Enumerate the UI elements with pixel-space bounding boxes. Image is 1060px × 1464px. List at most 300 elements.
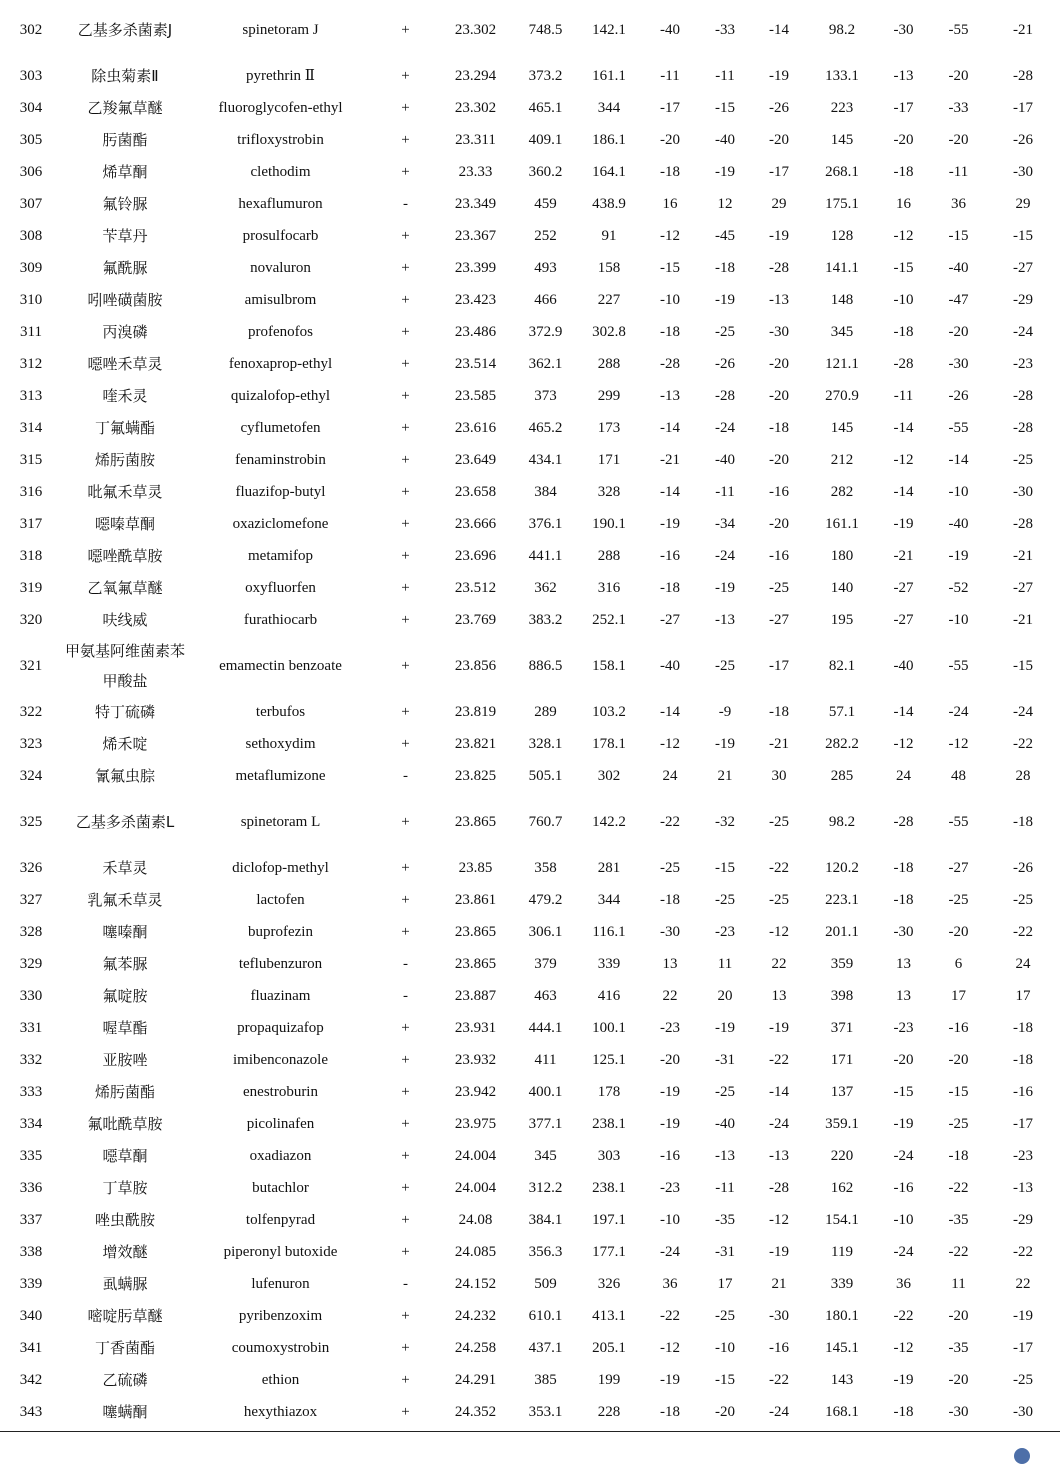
cell-ce-2: -52 <box>948 580 969 596</box>
cell-de-1: -23 <box>660 1180 680 1196</box>
cell-cxp-1: -28 <box>769 260 789 276</box>
table-row <box>0 412 1060 444</box>
table-row <box>0 884 1060 916</box>
cell-product-ion-1: 252.1 <box>592 612 626 628</box>
cell-ce-2: -33 <box>948 100 969 116</box>
cell-product-ion-1: 190.1 <box>592 516 626 532</box>
cell-retention-time: 23.302 <box>454 100 497 116</box>
cell-precursor-ion: 886.5 <box>528 658 563 674</box>
cell-ce-1: -11 <box>715 68 735 84</box>
cell-english-name: spinetoram J <box>242 22 319 38</box>
cell-retention-time: 23.856 <box>454 658 497 674</box>
cell-precursor-ion: 373.2 <box>528 68 563 84</box>
table-row <box>0 124 1060 156</box>
cell-ce-2: -40 <box>948 260 969 276</box>
cell-product-ion-1: 344 <box>597 892 621 908</box>
cell-english-name: pyribenzoxim <box>238 1308 323 1324</box>
cell-de-1: -28 <box>660 356 680 372</box>
cell-ion-mode: - <box>403 1276 408 1292</box>
cell-cxp-1: 22 <box>771 956 787 972</box>
cell-chinese-name: 唑虫酰胺 <box>94 1211 155 1229</box>
cell-cxp-1: -13 <box>769 1148 789 1164</box>
table-bottom-rule <box>0 1431 1060 1432</box>
cell-de-2: -20 <box>893 1052 914 1068</box>
cell-chinese-name: 丙溴磷 <box>102 323 148 341</box>
cell-english-name: fluazifop-butyl <box>235 484 326 500</box>
cell-chinese-name: 烯草酮 <box>102 163 148 181</box>
cell-english-name: profenofos <box>248 324 313 340</box>
cell-ce-1: -35 <box>715 1212 735 1228</box>
cell-product-ion-2: 154.1 <box>825 1212 859 1228</box>
cell-retention-time: 23.696 <box>454 548 497 564</box>
cell-product-ion-2: 145 <box>830 132 854 148</box>
cell-retention-time: 23.302 <box>454 22 497 38</box>
cell-product-ion-1: 116.1 <box>592 924 626 940</box>
cell-cxp-2: -21 <box>1013 612 1033 628</box>
cell-ce-1: -15 <box>715 1372 735 1388</box>
cell-cxp-2: -17 <box>1013 100 1033 116</box>
cell-de-2: -28 <box>893 814 914 830</box>
cell-product-ion-1: 438.9 <box>592 196 626 212</box>
cell-row-number: 317 <box>19 516 43 532</box>
cell-de-2: -24 <box>893 1244 914 1260</box>
table-row <box>0 916 1060 948</box>
cell-ce-2: -20 <box>948 68 969 84</box>
table-row <box>0 508 1060 540</box>
cell-ce-1: 11 <box>717 956 733 972</box>
cell-ce-2: -14 <box>948 452 969 468</box>
cell-de-1: -14 <box>660 704 680 720</box>
cell-precursor-ion: 362 <box>534 580 557 596</box>
cell-product-ion-2: 285 <box>830 768 854 784</box>
cell-cxp-2: -28 <box>1013 420 1033 436</box>
cell-ion-mode: + <box>401 516 410 532</box>
cell-precursor-ion: 441.1 <box>528 548 563 564</box>
cell-de-1: -19 <box>660 516 680 532</box>
cell-product-ion-1: 164.1 <box>592 164 626 180</box>
cell-product-ion-1: 186.1 <box>592 132 626 148</box>
table-row <box>0 948 1060 980</box>
cell-ce-1: 12 <box>717 196 733 212</box>
cell-de-1: -25 <box>660 860 680 876</box>
cell-ce-2: -19 <box>948 548 969 564</box>
cell-chinese-name: 丁氟螨酯 <box>94 419 155 437</box>
cell-de-2: -18 <box>893 860 914 876</box>
cell-product-ion-1: 344 <box>597 100 621 116</box>
cell-ce-2: -27 <box>948 860 969 876</box>
cell-product-ion-1: 299 <box>597 388 621 404</box>
cell-cxp-1: -22 <box>769 860 789 876</box>
cell-de-2: -40 <box>893 658 914 674</box>
cell-retention-time: 23.825 <box>454 768 497 784</box>
cell-english-name: metaflumizone <box>235 768 326 784</box>
cell-ce-1: -28 <box>715 388 735 404</box>
cell-row-number: 329 <box>19 956 43 972</box>
cell-ce-1: -19 <box>715 1020 735 1036</box>
cell-cxp-2: -21 <box>1013 22 1033 38</box>
cell-product-ion-2: 119 <box>831 1244 853 1260</box>
cell-chinese-name: 烯肟菌酯 <box>94 1083 155 1101</box>
cell-chinese-name: 呋线威 <box>102 611 148 629</box>
cell-precursor-ion: 437.1 <box>528 1340 563 1356</box>
cell-chinese-name: 肟菌酯 <box>102 131 148 149</box>
cell-row-number: 337 <box>19 1212 43 1228</box>
cell-retention-time: 23.821 <box>454 736 497 752</box>
table-row <box>0 380 1060 412</box>
cell-ion-mode: + <box>401 22 410 38</box>
cell-ce-2: 48 <box>951 768 966 784</box>
table-row <box>0 980 1060 1012</box>
cell-ion-mode: + <box>401 132 410 148</box>
cell-ion-mode: + <box>401 1308 410 1324</box>
cell-retention-time: 23.616 <box>454 420 497 436</box>
cell-de-2: -18 <box>893 324 914 340</box>
cell-product-ion-2: 359.1 <box>825 1116 859 1132</box>
cell-de-2: -24 <box>893 1148 914 1164</box>
cell-ce-1: -15 <box>715 100 735 116</box>
cell-cxp-2: -17 <box>1013 1340 1033 1356</box>
cell-ce-1: -11 <box>715 1180 735 1196</box>
cell-de-2: -10 <box>893 292 914 308</box>
cell-row-number: 319 <box>19 580 43 596</box>
cell-ce-1: -19 <box>715 292 735 308</box>
cell-de-1: -22 <box>660 1308 680 1324</box>
cell-ce-2: -22 <box>948 1180 969 1196</box>
cell-precursor-ion: 289 <box>534 704 557 720</box>
cell-de-1: -18 <box>660 1404 680 1420</box>
cell-chinese-name: 乙硫磷 <box>102 1371 148 1389</box>
cell-english-name: buprofezin <box>248 924 313 940</box>
cell-english-name: quizalofop-ethyl <box>230 388 331 404</box>
cell-precursor-ion: 748.5 <box>528 22 563 38</box>
cell-product-ion-2: 195 <box>830 612 854 628</box>
cell-de-1: -19 <box>660 1372 680 1388</box>
cell-retention-time: 24.352 <box>454 1404 497 1420</box>
cell-ion-mode: + <box>401 356 410 372</box>
cell-de-1: -18 <box>660 892 680 908</box>
cell-ce-1: -11 <box>715 484 735 500</box>
cell-ion-mode: - <box>403 988 408 1004</box>
cell-row-number: 320 <box>19 612 43 628</box>
cell-ce-2: -30 <box>948 356 969 372</box>
cell-product-ion-2: 128 <box>830 228 854 244</box>
cell-row-number: 333 <box>19 1084 43 1100</box>
cell-ce-1: -18 <box>715 260 735 276</box>
cell-english-name: oxadiazon <box>249 1148 312 1164</box>
cell-english-name: oxyfluorfen <box>245 580 316 596</box>
cell-row-number: 343 <box>19 1404 43 1420</box>
cell-product-ion-2: 175.1 <box>825 196 859 212</box>
table-row <box>0 1332 1060 1364</box>
cell-english-name: emamectin benzoate <box>219 658 342 674</box>
cell-retention-time: 23.512 <box>454 580 497 596</box>
cell-ce-1: -25 <box>715 1084 735 1100</box>
cell-chinese-name: 噁唑酰草胺 <box>87 547 163 565</box>
cell-retention-time: 24.291 <box>454 1372 497 1388</box>
cell-de-2: -15 <box>893 1084 914 1100</box>
cell-english-name: enestroburin <box>243 1084 318 1100</box>
cell-ce-1: -23 <box>715 924 735 940</box>
cell-row-number: 327 <box>19 892 43 908</box>
cell-ce-2: -25 <box>948 1116 969 1132</box>
cell-ion-mode: - <box>403 196 408 212</box>
cell-retention-time: 23.865 <box>454 956 497 972</box>
cell-cxp-1: -26 <box>769 100 789 116</box>
cell-product-ion-1: 238.1 <box>592 1180 626 1196</box>
cell-row-number: 328 <box>19 924 43 940</box>
cell-english-name: teflubenzuron <box>238 956 323 972</box>
cell-product-ion-1: 173 <box>597 420 621 436</box>
cell-de-2: -16 <box>893 1180 914 1196</box>
cell-english-name: hexaflumuron <box>238 196 323 212</box>
cell-product-ion-1: 326 <box>597 1276 621 1292</box>
cell-ce-1: -40 <box>715 452 735 468</box>
cell-chinese-name: 乙氧氟草醚 <box>87 579 163 597</box>
cell-ion-mode: + <box>401 1052 410 1068</box>
cell-de-2: -23 <box>893 1020 914 1036</box>
cell-precursor-ion: 376.1 <box>528 516 563 532</box>
cell-cxp-2: -18 <box>1013 1020 1033 1036</box>
cell-cxp-2: -22 <box>1013 924 1033 940</box>
cell-product-ion-1: 316 <box>597 580 621 596</box>
cell-row-number: 323 <box>19 736 43 752</box>
cell-cxp-1: -30 <box>769 1308 789 1324</box>
cell-chinese-name: 吡氟禾草灵 <box>87 483 163 501</box>
cell-ce-2: -22 <box>948 1244 969 1260</box>
table-row <box>0 760 1060 792</box>
cell-de-2: 24 <box>896 768 911 784</box>
cell-de-2: 36 <box>896 1276 911 1292</box>
cell-chinese-name: 噁嗪草酮 <box>94 515 155 533</box>
cell-chinese-name: 氟啶胺 <box>102 987 148 1005</box>
cell-cxp-2: -30 <box>1013 164 1033 180</box>
cell-product-ion-2: 359 <box>830 956 854 972</box>
cell-chinese-name: 甲氨基阿维菌素苯甲酸盐 <box>64 642 185 690</box>
cell-ion-mode: + <box>401 1180 410 1196</box>
cell-de-1: -16 <box>660 548 680 564</box>
table-row <box>0 220 1060 252</box>
cell-retention-time: 24.085 <box>454 1244 497 1260</box>
table-row <box>0 1108 1060 1140</box>
cell-ce-1: -15 <box>715 860 735 876</box>
cell-ion-mode: + <box>401 580 410 596</box>
cell-de-2: -19 <box>893 1372 914 1388</box>
cell-de-1: 22 <box>662 988 678 1004</box>
cell-precursor-ion: 384 <box>534 484 557 500</box>
cell-cxp-2: -15 <box>1013 228 1033 244</box>
cell-ion-mode: - <box>403 768 408 784</box>
cell-precursor-ion: 306.1 <box>528 924 563 940</box>
cell-row-number: 303 <box>19 68 43 84</box>
cell-chinese-name: 乳氟禾草灵 <box>87 891 163 909</box>
cell-product-ion-2: 223 <box>830 100 854 116</box>
cell-retention-time: 23.769 <box>454 612 497 628</box>
cell-cxp-1: 21 <box>771 1276 787 1292</box>
cell-de-1: 13 <box>662 956 678 972</box>
table-row <box>0 348 1060 380</box>
cell-ce-2: -18 <box>948 1148 969 1164</box>
cell-ce-1: -24 <box>715 420 735 436</box>
cell-ion-mode: - <box>403 956 408 972</box>
cell-ion-mode: + <box>401 1212 410 1228</box>
cell-ion-mode: + <box>401 68 410 84</box>
cell-english-name: diclofop-methyl <box>232 860 329 876</box>
cell-product-ion-1: 227 <box>597 292 621 308</box>
cell-product-ion-2: 98.2 <box>828 22 856 38</box>
cell-cxp-1: -20 <box>769 516 789 532</box>
cell-de-2: -20 <box>893 132 914 148</box>
cell-cxp-2: -19 <box>1013 1308 1033 1324</box>
cell-cxp-1: -17 <box>769 164 789 180</box>
cell-de-1: -14 <box>660 484 680 500</box>
table-row <box>0 636 1060 696</box>
cell-ce-2: -11 <box>948 164 969 180</box>
cell-row-number: 304 <box>19 100 43 116</box>
cell-english-name: lufenuron <box>251 1276 310 1292</box>
cell-ion-mode: + <box>401 612 410 628</box>
cell-ce-2: -55 <box>948 814 969 830</box>
cell-english-name: lactofen <box>256 892 305 908</box>
cell-cxp-1: -16 <box>769 484 789 500</box>
cell-product-ion-1: 171 <box>597 452 621 468</box>
cell-product-ion-1: 197.1 <box>592 1212 626 1228</box>
cell-precursor-ion: 360.2 <box>528 164 563 180</box>
cell-de-2: 13 <box>896 988 911 1004</box>
cell-ion-mode: + <box>401 228 410 244</box>
cell-product-ion-1: 288 <box>597 356 621 372</box>
table-row <box>0 1236 1060 1268</box>
cell-cxp-2: -17 <box>1013 1116 1033 1132</box>
cell-ce-2: -25 <box>948 892 969 908</box>
cell-product-ion-2: 339 <box>830 1276 854 1292</box>
cell-cxp-1: -22 <box>769 1052 789 1068</box>
cell-ce-2: -20 <box>948 1372 969 1388</box>
cell-ce-2: 17 <box>951 988 966 1004</box>
cell-ion-mode: + <box>401 736 410 752</box>
cell-english-name: metamifop <box>248 548 313 564</box>
table-row <box>0 92 1060 124</box>
cell-cxp-2: 24 <box>1015 956 1031 972</box>
cell-product-ion-2: 140 <box>830 580 854 596</box>
table-row <box>0 792 1060 852</box>
cell-cxp-1: -19 <box>769 68 789 84</box>
cell-de-2: -12 <box>893 736 914 752</box>
cell-cxp-2: -22 <box>1013 1244 1033 1260</box>
cell-cxp-2: -18 <box>1013 1052 1033 1068</box>
table-row <box>0 1044 1060 1076</box>
cell-de-1: -40 <box>660 22 680 38</box>
cell-ion-mode: + <box>401 1340 410 1356</box>
table-row <box>0 1300 1060 1332</box>
cell-ion-mode: + <box>401 1116 410 1132</box>
cell-cxp-2: -29 <box>1013 1212 1033 1228</box>
cell-retention-time: 24.08 <box>458 1212 493 1228</box>
cell-english-name: sethoxydim <box>245 736 316 752</box>
cell-english-name: hexythiazox <box>243 1404 318 1420</box>
cell-ce-2: -20 <box>948 1308 969 1324</box>
cell-de-1: 16 <box>662 196 678 212</box>
cell-de-2: -15 <box>893 260 914 276</box>
cell-cxp-2: 29 <box>1015 196 1031 212</box>
cell-row-number: 342 <box>19 1372 43 1388</box>
cell-row-number: 305 <box>19 132 43 148</box>
table-row <box>0 252 1060 284</box>
cell-ce-1: -9 <box>718 704 732 720</box>
cell-cxp-2: -27 <box>1013 260 1033 276</box>
cell-cxp-2: -16 <box>1013 1084 1033 1100</box>
cell-ce-1: -25 <box>715 1308 735 1324</box>
cell-chinese-name: 氟铃脲 <box>102 195 148 213</box>
cell-cxp-1: 30 <box>771 768 787 784</box>
cell-ce-1: -13 <box>715 1148 735 1164</box>
cell-cxp-1: -20 <box>769 356 789 372</box>
cell-ce-2: -15 <box>948 1084 969 1100</box>
cell-chinese-name: 亚胺唑 <box>102 1051 148 1069</box>
cell-chinese-name: 噁草酮 <box>102 1147 148 1165</box>
cell-precursor-ion: 505.1 <box>528 768 563 784</box>
cell-cxp-2: 22 <box>1015 1276 1031 1292</box>
cell-ion-mode: + <box>401 1244 410 1260</box>
cell-de-1: -24 <box>660 1244 680 1260</box>
cell-precursor-ion: 353.1 <box>528 1404 563 1420</box>
cell-de-1: -27 <box>660 612 680 628</box>
cell-ce-2: -20 <box>948 132 969 148</box>
cell-ce-2: -35 <box>948 1212 969 1228</box>
cell-chinese-name: 噻嗪酮 <box>102 923 148 941</box>
cell-de-2: -10 <box>893 1212 914 1228</box>
cell-chinese-name: 虱螨脲 <box>102 1275 148 1293</box>
cell-de-2: -13 <box>893 68 914 84</box>
cell-cxp-1: -18 <box>769 420 789 436</box>
cell-row-number: 330 <box>19 988 43 1004</box>
cell-de-1: -14 <box>660 420 680 436</box>
cell-row-number: 322 <box>19 704 43 720</box>
cell-english-name: fluazinam <box>250 988 311 1004</box>
cell-product-ion-2: 180 <box>830 548 854 564</box>
cell-product-ion-2: 345 <box>830 324 854 340</box>
cell-retention-time: 24.232 <box>454 1308 497 1324</box>
cell-ce-2: -24 <box>948 704 969 720</box>
cell-precursor-ion: 463 <box>534 988 557 1004</box>
cell-retention-time: 23.942 <box>454 1084 497 1100</box>
cell-cxp-1: 29 <box>771 196 787 212</box>
cell-row-number: 307 <box>19 196 43 212</box>
cell-chinese-name: 烯肟菌胺 <box>94 451 155 469</box>
cell-chinese-name: 喹禾灵 <box>102 387 148 405</box>
cell-precursor-ion: 479.2 <box>528 892 563 908</box>
table-row <box>0 572 1060 604</box>
cell-product-ion-2: 398 <box>830 988 854 1004</box>
table-row <box>0 444 1060 476</box>
cell-product-ion-2: 82.1 <box>828 658 856 674</box>
cell-ce-1: 20 <box>717 988 733 1004</box>
cell-retention-time: 23.585 <box>454 388 497 404</box>
cell-de-1: -10 <box>660 1212 680 1228</box>
cell-cxp-1: -12 <box>769 1212 789 1228</box>
cell-retention-time: 23.311 <box>455 132 496 148</box>
cell-precursor-ion: 409.1 <box>528 132 563 148</box>
cell-cxp-2: -25 <box>1013 1372 1033 1388</box>
cell-product-ion-1: 288 <box>597 548 621 564</box>
cell-de-2: -27 <box>893 612 914 628</box>
cell-de-2: -27 <box>893 580 914 596</box>
cell-chinese-name: 喔草酯 <box>102 1019 148 1037</box>
cell-de-1: -30 <box>660 924 680 940</box>
cell-ce-1: 21 <box>717 768 733 784</box>
cell-chinese-name: 氟苯脲 <box>102 955 148 973</box>
cell-ion-mode: + <box>401 924 410 940</box>
cell-retention-time: 23.931 <box>454 1020 497 1036</box>
